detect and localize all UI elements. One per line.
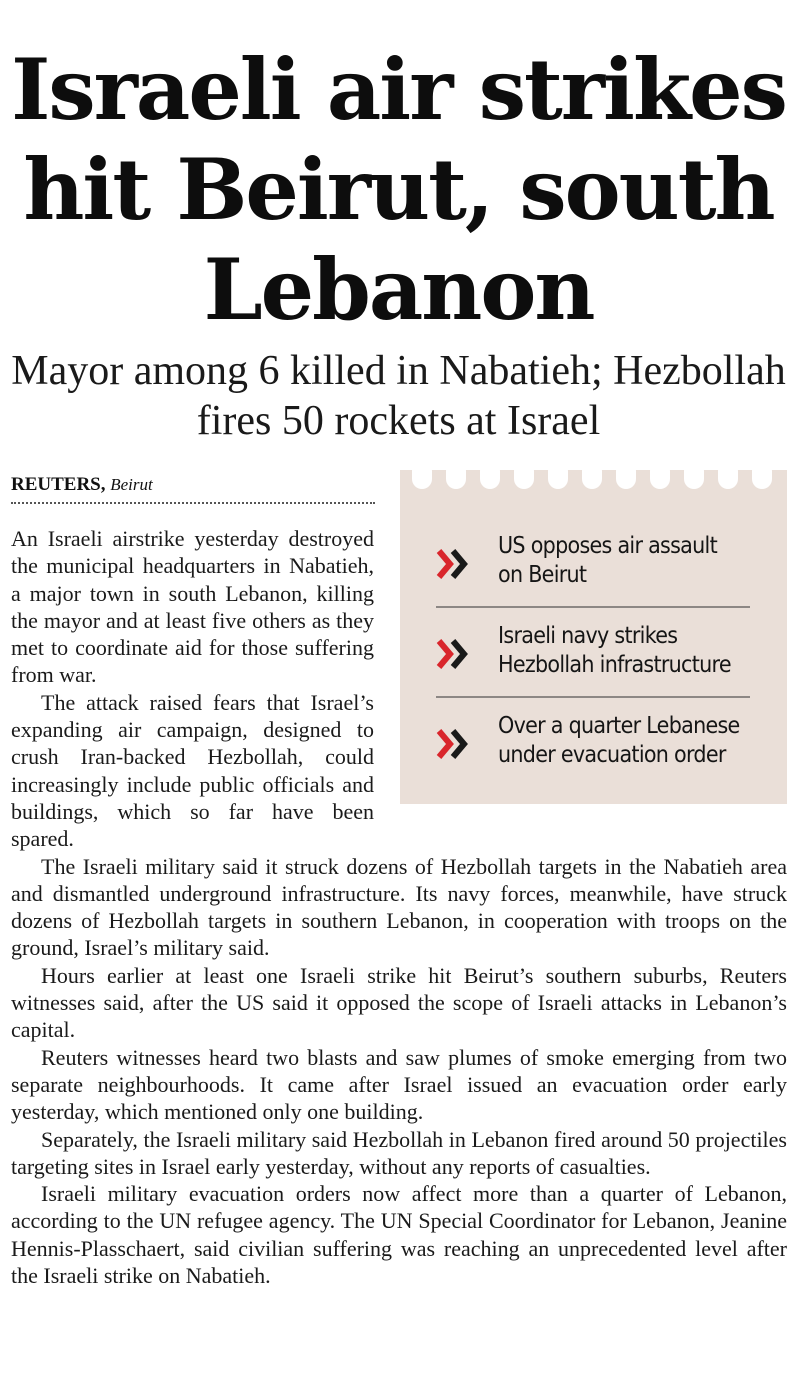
article-paragraph: Hours earlier at least one Israeli strike hit Beirut’s southern suburbs, Reuters witnesses said, after the US said it opposed the scope of Israeli attacks in Lebanon’s capital. bbox=[11, 962, 787, 1043]
subheadline: Mayor among 6 killed in Nabatieh; Hezbollah fires 50 rockets at Israel bbox=[11, 348, 786, 444]
article-paragraph: The Israeli military said it struck dozens of Hezbollah targets in the Nabatieh area and dismantled underground infrastructure. Its navy forces, meanwhile, have struck dozens of Hezbollah targets in southern Lebanon, in cooperation with troops on the ground, Israel’s military said. bbox=[11, 853, 787, 961]
sidebar-item-text: Israeli navy strikes Hezbollah infrastructure bbox=[498, 623, 731, 678]
article-paragraph: Israeli military evacuation orders now affect more than a quarter of Lebanon, according to the UN refugee agency. The UN Special Coordinator for Lebanon, Jeanine Hennis-Plasschaert, said civilian suffering was reaching an unprecedented level after the Israeli strike on Nabatieh. bbox=[11, 1181, 787, 1289]
byline-agency: REUTERS, bbox=[11, 474, 106, 495]
article-body bbox=[11, 525, 787, 1289]
article-paragraph: The attack raised fears that Israel’s expanding air campaign, designed to crush Iran-backed Hezbollah, could increasingly include public officials and buildings, which so far have been spared. bbox=[11, 689, 374, 852]
sidebar-item-text: US opposes air assault on Beirut bbox=[498, 533, 717, 588]
sidebar-perforated-edge bbox=[400, 470, 787, 496]
sidebar-item-text: Over a quarter Lebanese under evacuation order bbox=[498, 713, 740, 768]
article-paragraph: Separately, the Israeli military said Hezbollah in Lebanon fired around 50 projectiles targeting sites in Israel early yesterday, without any reports of casualties. bbox=[11, 1126, 787, 1179]
article-paragraph: Reuters witnesses heard two blasts and saw plumes of smoke emerging from two separate neighbourhoods. It came after Israel issued an evacuation order early yesterday, which mentioned only one building. bbox=[11, 1044, 787, 1125]
article-paragraph: An Israeli airstrike yesterday destroyed the municipal headquarters in Nabatieh, a major town in south Lebanon, killing the mayor and at least five others as they met to coordinate aid for those suffering from war. bbox=[11, 526, 374, 688]
byline-location: Beirut bbox=[110, 475, 153, 494]
headline: Israeli air strikes hit Beirut, south Lebanon bbox=[11, 40, 786, 339]
byline bbox=[11, 474, 375, 504]
sidebar-wrap-spacer bbox=[374, 525, 787, 809]
